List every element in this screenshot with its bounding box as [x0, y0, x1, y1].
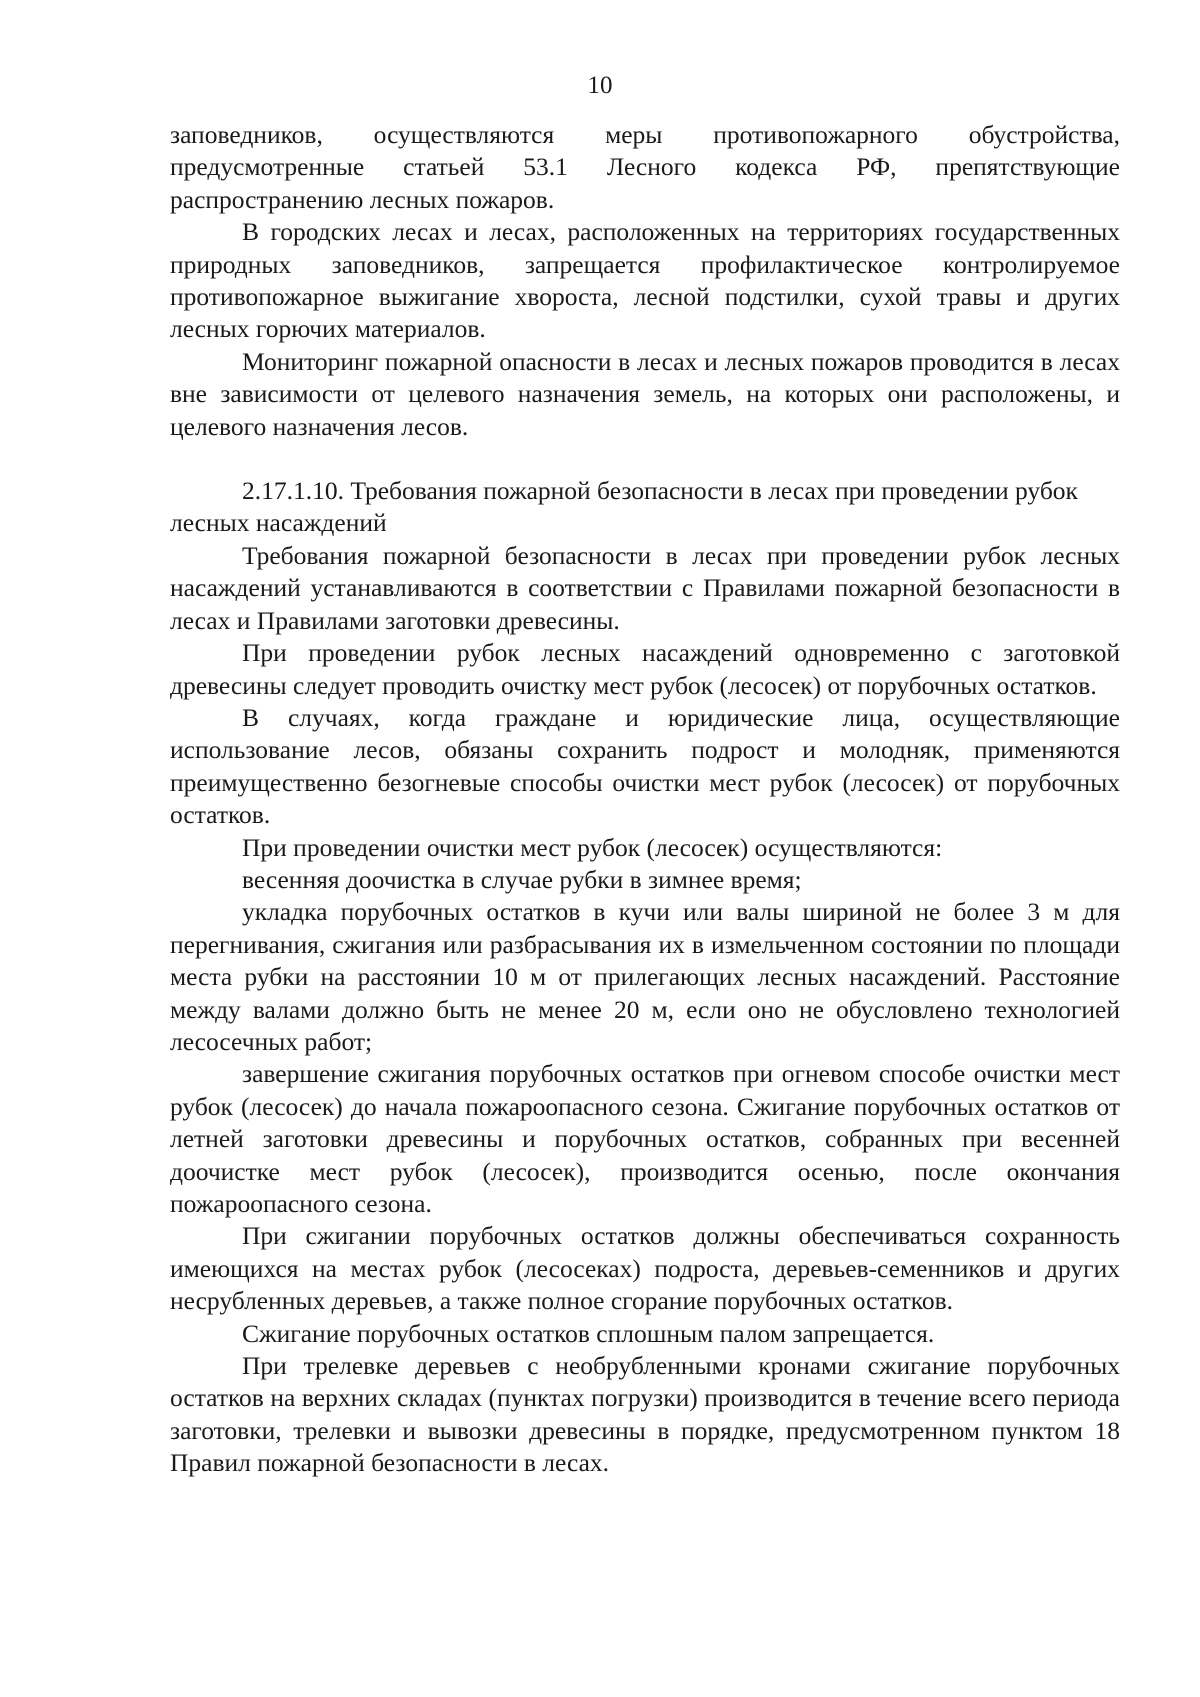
paragraph: В городских лесах и лесах, расположенных на территориях государственных природных заповедников, запрещается профилактическое контролируемое противопожарное выжигание хвороста, лесной подстилки, сухой травы и других лесных горючих материалов.: [170, 217, 1120, 344]
paragraph: Требования пожарной безопасности в лесах при проведении рубок лесных насаждений устанавливаются в соответствии с Правилами пожарной безопасности в лесах и Правилами заготовки древесины.: [170, 540, 1120, 635]
document-body: [170, 119, 1120, 1480]
list-item: завершение сжигания порубочных остатков при огневом способе очистки мест рубок (лесосек) до начала пожароопасного сезона. Сжигание порубочных остатков от летней заготовки древесины и порубочных остатков, собранных при весенней доочистке мест рубок (лесосек), производится осенью, после окончания пожароопасного сезона.: [170, 1059, 1120, 1218]
paragraph: При трелевке деревьев с необрубленными кронами сжигание порубочных остатков на верхних складах (пунктах погрузки) производится в течение всего периода заготовки, трелевки и вывозки древесины в порядке, предусмотренном пунктом 18 Правил пожарной безопасности в лесах.: [170, 1351, 1120, 1478]
paragraph-continuation: заповедников, осуществляются меры противопожарного обустройства, предусмотренные статьей 53.1 Лесного кодекса РФ, препятствующие распространению лесных пожаров.: [170, 120, 1120, 214]
list-item: укладка порубочных остатков в кучи или валы шириной не более 3 м для перегнивания, сжигания или разбрасывания их в измельченном состоянии по площади места рубки на расстоянии 10 м от прилегающих лесных насаждений. Расстояние между валами должно быть не менее 20 м, если оно не обусловлено технологией лесосечных работ;: [170, 897, 1120, 1056]
list-item: весенняя доочистка в случае рубки в зимнее время;: [242, 864, 802, 894]
paragraph: При сжигании порубочных остатков должны обеспечиваться сохранность имеющихся на местах рубок (лесосеках) подроста, деревьев-семенников и других несрубленных деревьев, а также полное сгорание порубочных остатков.: [170, 1221, 1120, 1316]
paragraph: Мониторинг пожарной опасности в лесах и лесных пожаров проводится в лесах вне зависимости от целевого назначения земель, на которых они расположены, и целевого назначения лесов.: [170, 346, 1120, 441]
paragraph: Сжигание порубочных остатков сплошным палом запрещается.: [242, 1318, 935, 1348]
paragraph: При проведении очистки мест рубок (лесосек) осуществляются:: [242, 832, 943, 862]
paragraph: В случаях, когда граждане и юридические лица, осуществляющие использование лесов, обязаны сохранить подрост и молодняк, применяются преимущественно безогневые способы очистки мест рубок (лесосек) от порубочных остатков.: [170, 702, 1120, 830]
page-number: 10: [587, 72, 613, 99]
section-heading: 2.17.1.10. Требования пожарной безопасности в лесах при проведении рубок лесных насаждений: [170, 476, 1078, 538]
paragraph: При проведении рубок лесных насаждений одновременно с заготовкой древесины следует проводить очистку мест рубок (лесосек) от порубочных остатков.: [170, 638, 1120, 700]
